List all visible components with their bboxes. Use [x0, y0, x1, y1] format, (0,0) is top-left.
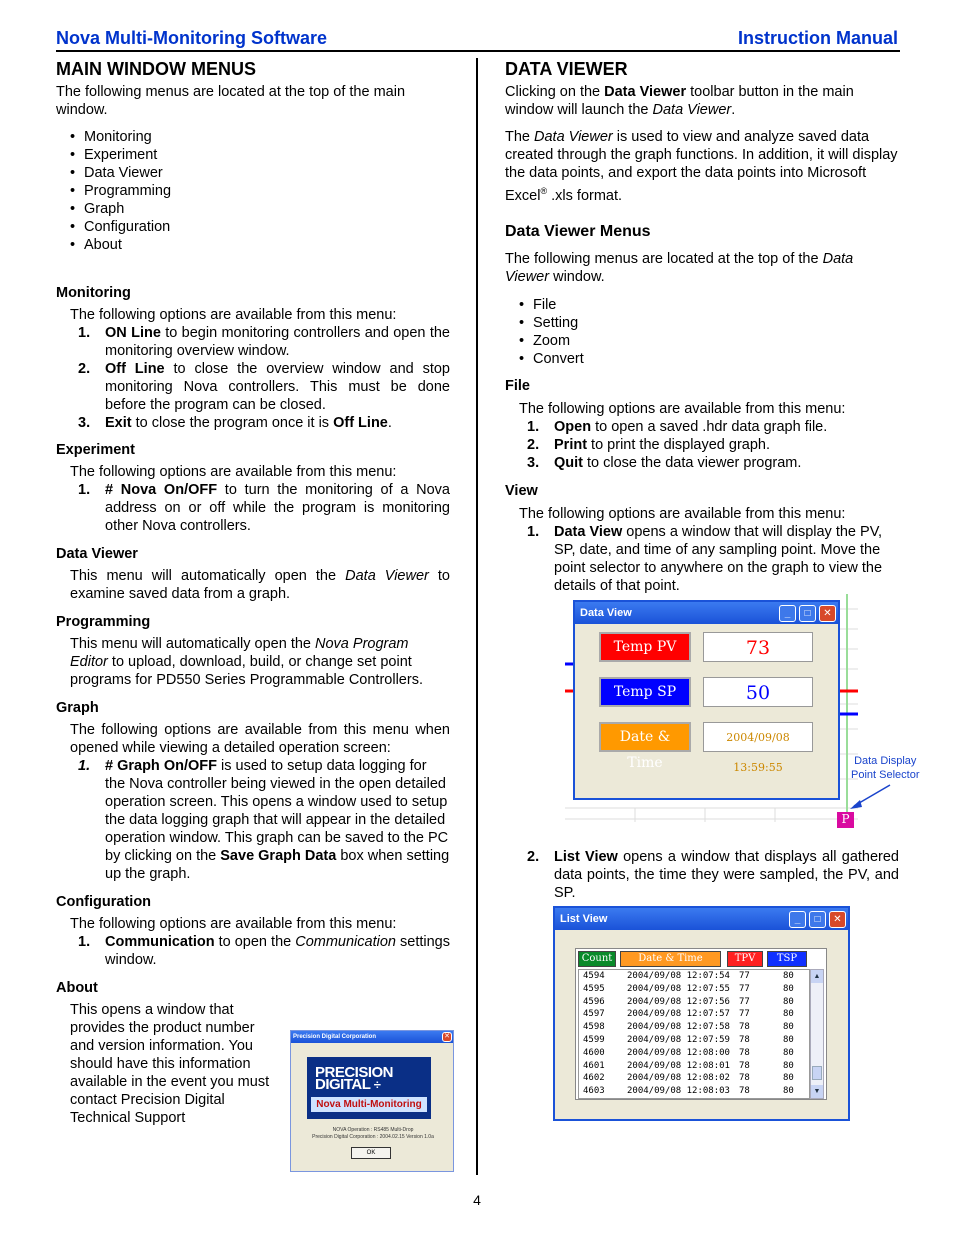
column-date-time[interactable]: Date & Time	[620, 951, 721, 967]
file-options	[527, 418, 899, 472]
graph-intro: The following options are available from this menu when opened while viewing a detailed operation screen:	[70, 722, 450, 756]
table-cell: 2004/09/08 12:08:00	[627, 1047, 730, 1058]
section-title: DATA VIEWER	[505, 59, 628, 79]
table-cell: 4602	[583, 1073, 605, 1084]
table-cell: 78	[739, 1073, 750, 1084]
heading-data-viewer: Data Viewer	[56, 546, 138, 562]
left-column	[56, 58, 450, 1127]
heading-file: File	[505, 377, 530, 394]
table-cell: 77	[739, 971, 750, 981]
menu-list	[56, 128, 450, 254]
table-cell: 77	[739, 996, 750, 1007]
table-cell: 80	[783, 1086, 794, 1097]
annotation-arrow-icon	[844, 782, 904, 822]
list-view-table	[575, 948, 827, 1100]
table-cell: 2004/09/08 12:08:02	[627, 1073, 730, 1084]
experiment-intro: The following options are available from this menu:	[70, 464, 397, 480]
scroll-up-icon[interactable]: ▲	[811, 970, 823, 983]
experiment-options	[78, 481, 450, 535]
table-cell: 4596	[583, 996, 605, 1007]
table-cell: 80	[783, 1022, 794, 1033]
list-view-body	[578, 969, 810, 1099]
table-cell: 2004/09/08 12:08:01	[627, 1060, 730, 1071]
list-view-window	[553, 906, 850, 1121]
list-item: 1. # Graph On/OFF is used to setup data logging for the Nova controller being viewed in the open detailed operation screen. This opens a window used to setup the data logging graph that will appear in the detailed operation window. This graph can be saved to the PC by clicking on the Save Graph Data box when setting up the graph.	[78, 758, 450, 882]
list-item: • Monitoring	[56, 128, 450, 146]
table-cell: 4601	[583, 1060, 605, 1071]
table-cell: 2004/09/08 12:07:55	[627, 983, 730, 994]
maximize-icon[interactable]: □	[799, 605, 816, 622]
product-name: Nova Multi-Monitoring	[311, 1097, 427, 1112]
table-row[interactable]	[579, 1047, 811, 1060]
about-logo	[307, 1057, 431, 1119]
list-item: 1. ON Line to begin monitoring controllers and open the monitoring overview window.	[78, 325, 450, 359]
table-cell: 80	[783, 1035, 794, 1045]
about-window-title: Precision Digital Corporation	[293, 1034, 377, 1040]
table-cell: 4598	[583, 1022, 605, 1033]
table-cell: 4600	[583, 1047, 605, 1058]
data-view-value: 50	[703, 677, 813, 707]
configuration-options	[78, 933, 450, 969]
close-icon[interactable]: ✕	[819, 605, 836, 622]
viewer-menu-list	[505, 296, 899, 368]
table-row[interactable]	[579, 983, 811, 996]
table-row[interactable]	[579, 1021, 811, 1034]
data-view-label: Date & Time	[599, 722, 691, 752]
heading-experiment: Experiment	[56, 442, 135, 458]
data-view-label: Temp PV	[599, 632, 691, 662]
column-divider	[476, 58, 478, 1175]
data-view-figure	[565, 594, 858, 824]
intro-text: The following menus are located at the top of the main window.	[56, 84, 406, 118]
table-cell: 4599	[583, 1035, 605, 1045]
list-item: • Setting	[505, 314, 899, 332]
point-selector[interactable]: P	[837, 812, 854, 828]
table-row[interactable]	[579, 1060, 811, 1073]
table-cell: 4597	[583, 1009, 605, 1020]
version-info: NOVA Operation : RS485 Multi-Drop Precision Digital Corporation : 2004.02.15 Version 1.0a	[312, 1127, 434, 1140]
table-cell: 2004/09/08 12:07:54	[627, 971, 730, 981]
minimize-icon[interactable]: _	[779, 605, 796, 622]
data-view-window	[573, 600, 840, 800]
programming-text: This menu will automatically open the Nova Program Editor to upload, download, build, or change set point programs for PD550 Series Programmable Controllers.	[70, 636, 423, 688]
table-cell: 2004/09/08 12:07:59	[627, 1035, 730, 1045]
heading-about: About	[56, 980, 98, 996]
page-header	[56, 28, 900, 52]
ok-button[interactable]: OK	[351, 1147, 391, 1159]
list-item: • Graph	[56, 200, 450, 218]
table-row[interactable]	[579, 1034, 811, 1047]
data-view-value: 73	[703, 632, 813, 662]
column-tsp[interactable]: TSP	[767, 951, 807, 967]
heading-configuration: Configuration	[56, 894, 152, 910]
page-number: 4	[473, 1192, 481, 1208]
list-item: 1. Open to open a saved .hdr data graph file.	[527, 418, 828, 435]
heading-data-viewer-menus: Data Viewer Menus	[505, 222, 651, 240]
list-item: • Configuration	[56, 218, 450, 236]
list-item: 1. Communication to open the Communication settings window.	[78, 934, 450, 968]
scroll-down-icon[interactable]: ▼	[811, 1085, 823, 1098]
list-view-titlebar	[555, 908, 848, 930]
heading-view: View	[505, 482, 538, 499]
maximize-icon[interactable]: □	[809, 911, 826, 928]
heading-graph: Graph	[56, 700, 99, 716]
monitoring-options	[78, 324, 450, 432]
list-item: • Zoom	[505, 332, 899, 350]
table-cell: 78	[739, 1060, 750, 1071]
table-cell: 4595	[583, 983, 605, 994]
table-cell: 80	[783, 996, 794, 1007]
list-item: 1. Data View opens a window that will display the PV, SP, date, and time of any sampling point. Move the point selector to anywhere on the graph to view the details of that point.	[527, 523, 883, 594]
list-item: 1. # Nova On/OFF to turn the monitoring of a Nova address on or off while the program is monitoring other Nova controllers.	[78, 482, 450, 534]
data-viewer-p1: Clicking on the Data Viewer toolbar button in the main window will launch the Data Viewer.	[505, 84, 854, 118]
table-cell: 2004/09/08 12:07:57	[627, 1009, 730, 1020]
close-icon[interactable]: ✕	[442, 1032, 452, 1042]
table-cell: 80	[783, 1073, 794, 1084]
list-view-title: List View	[560, 913, 608, 925]
about-text: This opens a window that provides the product number and version information. You should have this information available in the event you must contact Precision Digital Technical Support	[70, 1002, 270, 1126]
monitoring-intro: The following options are available from this menu:	[70, 307, 397, 323]
table-cell: 80	[783, 1060, 794, 1071]
right-column-continued	[505, 848, 899, 902]
data-viewer-text: This menu will automatically open the Data Viewer to examine saved data from a graph.	[70, 568, 450, 602]
data-view-title: Data View	[580, 607, 632, 619]
table-cell: 78	[739, 1022, 750, 1033]
table-cell: 4594	[583, 971, 605, 981]
graph-options	[78, 757, 450, 883]
list-item: • File	[505, 296, 899, 314]
column-count[interactable]: Count	[578, 951, 616, 967]
list-item: 2. Print to print the displayed graph.	[527, 436, 771, 453]
data-view-label: Temp SP	[599, 677, 691, 707]
data-viewer-p2: The Data Viewer is used to view and analyze saved data created through the graph functions. In addition, it will display the data points, and export the data points into Microsoft Excel® .xls format.	[505, 129, 898, 204]
list-item: 3. Exit to close the program once it is Off Line.	[78, 415, 392, 431]
list-item: 2. List View opens a window that displays all gathered data points, the time they were sampled, the PV, and SP.	[527, 849, 900, 901]
section-title: MAIN WINDOW MENUS	[56, 59, 256, 79]
annotation-label: Data Display Point Selector	[851, 755, 920, 781]
file-intro: The following options are available from this menu:	[519, 400, 846, 417]
list-item: 3. Quit to close the data viewer program.	[527, 454, 802, 471]
table-cell: 80	[783, 1047, 794, 1058]
table-cell: 4603	[583, 1086, 605, 1097]
table-cell: 2004/09/08 12:08:03	[627, 1086, 730, 1097]
table-cell: 78	[739, 1035, 750, 1045]
right-column	[505, 58, 899, 595]
data-view-titlebar	[575, 602, 838, 624]
list-item: • Experiment	[56, 146, 450, 164]
logo-text-digital: DIGITAL ÷	[315, 1076, 381, 1093]
column-tpv[interactable]: TPV	[727, 951, 763, 967]
close-icon[interactable]: ✕	[829, 911, 846, 928]
view-intro: The following options are available from this menu:	[519, 505, 846, 522]
header-title: Nova Multi-Monitoring Software	[56, 28, 327, 48]
heading-monitoring: Monitoring	[56, 285, 131, 301]
configuration-intro: The following options are available from this menu:	[70, 916, 397, 932]
table-cell: 78	[739, 1086, 750, 1097]
about-window-titlebar	[291, 1031, 453, 1043]
table-cell: 77	[739, 983, 750, 994]
header-doc-type: Instruction Manual	[737, 28, 898, 48]
table-cell: 80	[783, 971, 794, 981]
list-item: • About	[56, 236, 450, 254]
about-window	[290, 1030, 454, 1172]
view-options-1	[527, 523, 899, 595]
table-cell: 80	[783, 983, 794, 994]
logo-text-precision: PRECISION	[315, 1064, 394, 1081]
table-row[interactable]	[579, 1008, 811, 1021]
table-cell: 78	[739, 1047, 750, 1058]
table-row[interactable]	[579, 996, 811, 1009]
view-options-2	[527, 848, 899, 902]
list-item: 2. Off Line to close the overview window and stop monitoring Nova controllers. This must be done before the program can be closed.	[78, 361, 450, 413]
list-item: • Data Viewer	[56, 164, 450, 182]
minimize-icon[interactable]: _	[789, 911, 806, 928]
heading-programming: Programming	[56, 614, 151, 630]
scrollbar[interactable]	[810, 969, 824, 1099]
table-cell: 2004/09/08 12:07:58	[627, 1022, 730, 1033]
table-cell: 80	[783, 1009, 794, 1020]
list-item: • Programming	[56, 182, 450, 200]
data-view-value: 2004/09/08 13:59:55	[703, 722, 813, 752]
table-cell: 2004/09/08 12:07:56	[627, 996, 730, 1007]
table-row[interactable]	[579, 1072, 811, 1085]
table-row[interactable]	[579, 1085, 811, 1098]
table-row[interactable]	[579, 970, 811, 983]
list-item: • Convert	[505, 350, 899, 368]
scroll-thumb[interactable]	[812, 1066, 822, 1080]
table-cell: 77	[739, 1009, 750, 1020]
menus-intro: The following menus are located at the top of the Data Viewer window.	[505, 250, 854, 285]
